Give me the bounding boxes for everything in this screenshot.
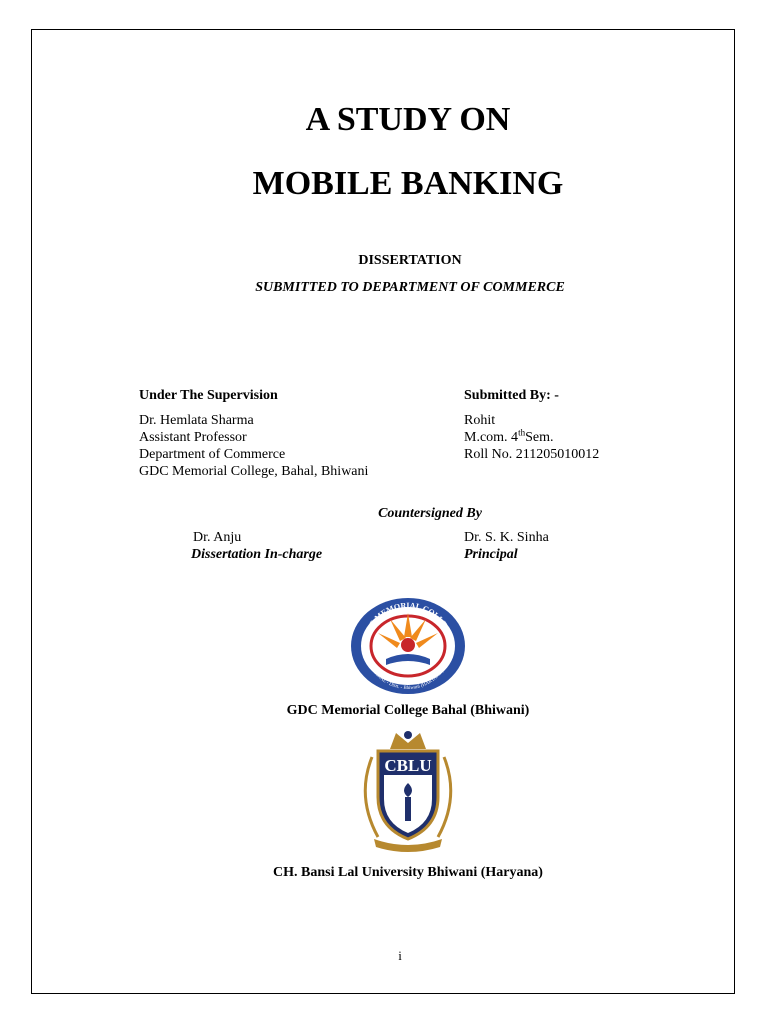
college-caption: GDC Memorial College Bahal (Bhiwani) [286, 703, 530, 718]
supervisor-name: Dr. Hemlata Sharma [139, 413, 254, 428]
university-caption: CH. Bansi Lal University Bhiwani (Haryana) [273, 865, 543, 880]
principal-name: Dr. S. K. Sinha [464, 530, 549, 545]
svg-text:GDC MEMORIAL COLLEGE: GDC MEMORIAL COLLEGE [361, 600, 455, 640]
countersigned-heading: Countersigned By [378, 506, 482, 521]
principal-role: Principal [464, 547, 518, 562]
page-number: i [398, 948, 402, 963]
college-seal-logo [350, 597, 466, 695]
dissertation-label: DISSERTATION [358, 253, 462, 268]
supervision-heading: Under The Supervision [139, 388, 278, 403]
torch-icon [404, 783, 412, 821]
university-crest-logo [352, 727, 464, 855]
title-line-2: MOBILE BANKING [252, 165, 564, 202]
submitted-to-label: SUBMITTED TO DEPARTMENT OF COMMERCE [255, 280, 565, 295]
svg-text:BAHAL - Distt. - Bhiwani (HARY: BAHAL - Distt. - Bhiwani (HARYANA) [371, 669, 445, 692]
incharge-role: Dissertation In-charge [191, 547, 323, 562]
crown-icon [390, 731, 426, 749]
supervisor-department: Department of Commerce [139, 447, 286, 462]
svg-text:CBLU: CBLU [384, 756, 432, 775]
student-course: M.com. 4thSem. [464, 427, 554, 445]
submitted-by-heading: Submitted By: - [464, 388, 559, 403]
supervisor-designation: Assistant Professor [139, 430, 247, 445]
student-roll: Roll No. 211205010012 [464, 447, 600, 462]
student-name: Rohit [464, 413, 496, 428]
title-line-1: A STUDY ON [305, 101, 511, 138]
incharge-name: Dr. Anju [193, 530, 242, 545]
supervisor-college: GDC Memorial College, Bahal, Bhiwani [139, 464, 369, 479]
